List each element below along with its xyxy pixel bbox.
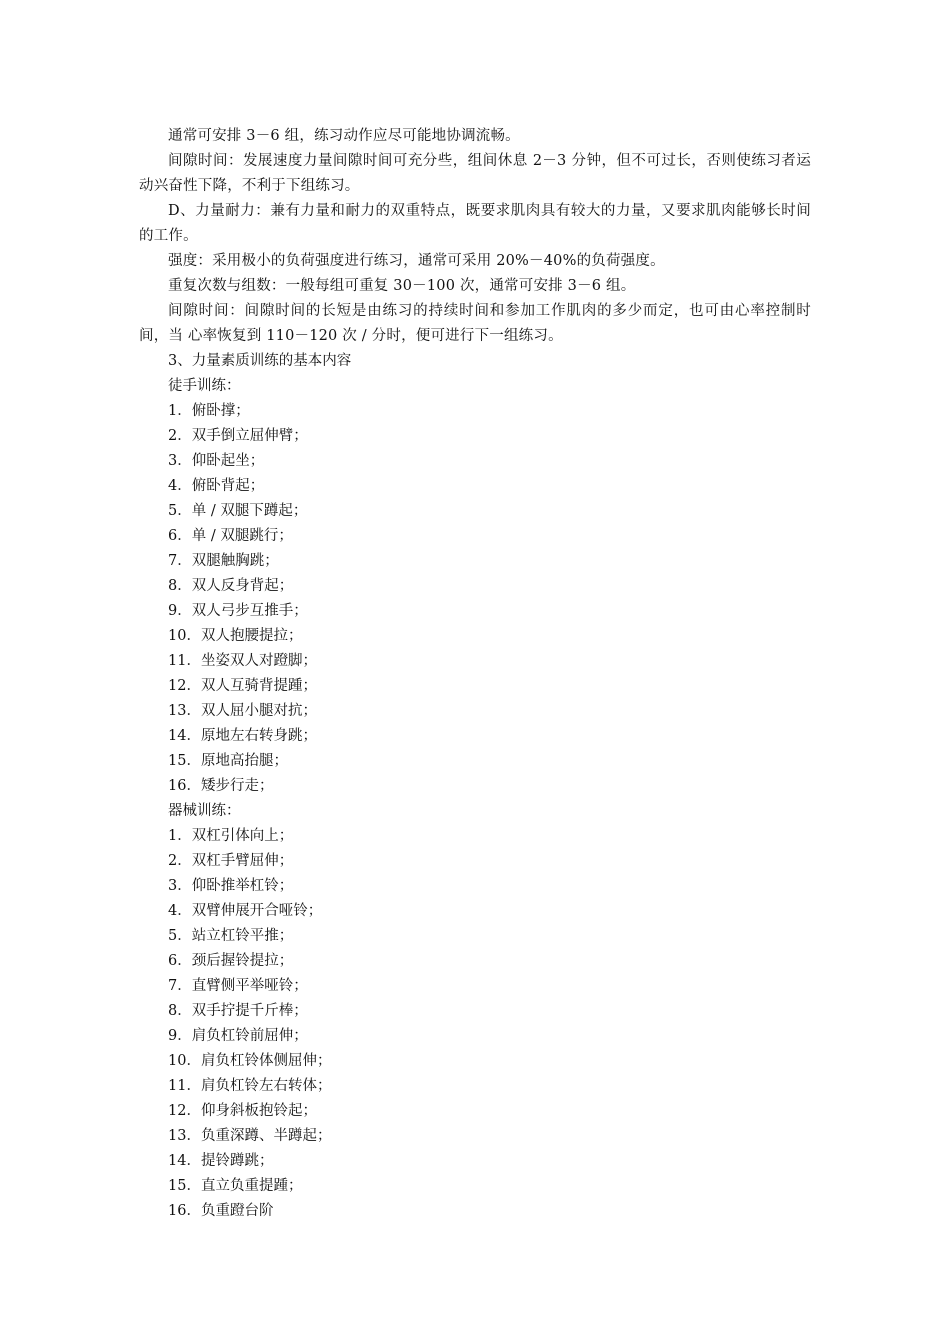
document-body <box>139 124 811 1224</box>
list-item: 12．双人互骑背提踵； <box>168 678 317 694</box>
paragraph-strength-endurance: D、力量耐力：兼有力量和耐力的双重特点，既要求肌肉具有较大的力量，又要求肌肉能够长时间的工作。 <box>139 203 811 244</box>
list-item: 14．提铃蹲跳； <box>168 1153 274 1169</box>
list-item: 10．肩负杠铃体侧屈伸； <box>168 1053 332 1069</box>
list-item: 9．双人弓步互推手； <box>168 603 308 619</box>
equipment-list <box>139 824 811 1224</box>
list-item: 6．单 / 双腿跳行； <box>168 528 293 544</box>
paragraph-reps-sets: 重复次数与组数：一般每组可重复 30－100 次，通常可安排 3－6 组。 <box>168 278 636 294</box>
list-item: 2．双杠手臂屈伸； <box>168 853 294 869</box>
list-item: 4．双臂伸展开合哑铃； <box>168 903 323 919</box>
list-item: 15．原地高抬腿； <box>168 753 288 769</box>
bare-hand-title: 徒手训练： <box>168 378 241 394</box>
list-item: 11．肩负杠铃左右转体； <box>168 1078 332 1094</box>
list-item: 13．负重深蹲、半蹲起； <box>168 1128 332 1144</box>
list-item: 13．双人屈小腿对抗； <box>168 703 317 719</box>
paragraph-intensity: 强度：采用极小的负荷强度进行练习，通常可采用 20%－40%的负荷强度。 <box>168 253 665 269</box>
paragraph-rest-interval-heart-rate: 间隙时间：间隙时间的长短是由练习的持续时间和参加工作肌肉的多少而定，也可由心率控制时间，当 心率恢复到 110－120 次 / 分时，便可进行下一组练习。 <box>139 303 811 344</box>
list-item: 16．负重蹬台阶 <box>168 1203 274 1219</box>
list-item: 15．直立负重提踵； <box>168 1178 303 1194</box>
list-item: 11．坐姿双人对蹬脚； <box>168 653 317 669</box>
paragraph-rest-interval-speed: 间隙时间：发展速度力量间隙时间可充分些，组间休息 2－3 分钟，但不可过长，否则使练习者运动兴奋性下降，不利于下组练习。 <box>139 153 811 194</box>
equipment-title: 器械训练： <box>168 803 241 819</box>
list-item: 6．颈后握铃提拉； <box>168 953 294 969</box>
list-item: 9．肩负杠铃前屈伸； <box>168 1028 308 1044</box>
paragraph-sets: 通常可安排 3－6 组，练习动作应尽可能地协调流畅。 <box>168 128 520 144</box>
list-item: 1．双杠引体向上； <box>168 828 294 844</box>
list-item: 16．矮步行走； <box>168 778 274 794</box>
list-item: 5．站立杠铃平推； <box>168 928 294 944</box>
list-item: 14．原地左右转身跳； <box>168 728 317 744</box>
bare-hand-list <box>139 399 811 799</box>
list-item: 3．仰卧起坐； <box>168 453 265 469</box>
list-item: 12．仰身斜板抱铃起； <box>168 1103 317 1119</box>
list-item: 4．俯卧背起； <box>168 478 265 494</box>
list-item: 8．双人反身背起； <box>168 578 294 594</box>
list-item: 3．仰卧推举杠铃； <box>168 878 294 894</box>
section-heading: 3、力量素质训练的基本内容 <box>168 353 352 369</box>
list-item: 7．双腿触胸跳； <box>168 553 279 569</box>
list-item: 10．双人抱腰提拉； <box>168 628 303 644</box>
list-item: 7．直臂侧平举哑铃； <box>168 978 308 994</box>
list-item: 2．双手倒立屈伸臂； <box>168 428 308 444</box>
list-item: 1．俯卧撑； <box>168 403 250 419</box>
list-item: 5．单 / 双腿下蹲起； <box>168 503 308 519</box>
list-item: 8．双手拧提千斤棒； <box>168 1003 308 1019</box>
